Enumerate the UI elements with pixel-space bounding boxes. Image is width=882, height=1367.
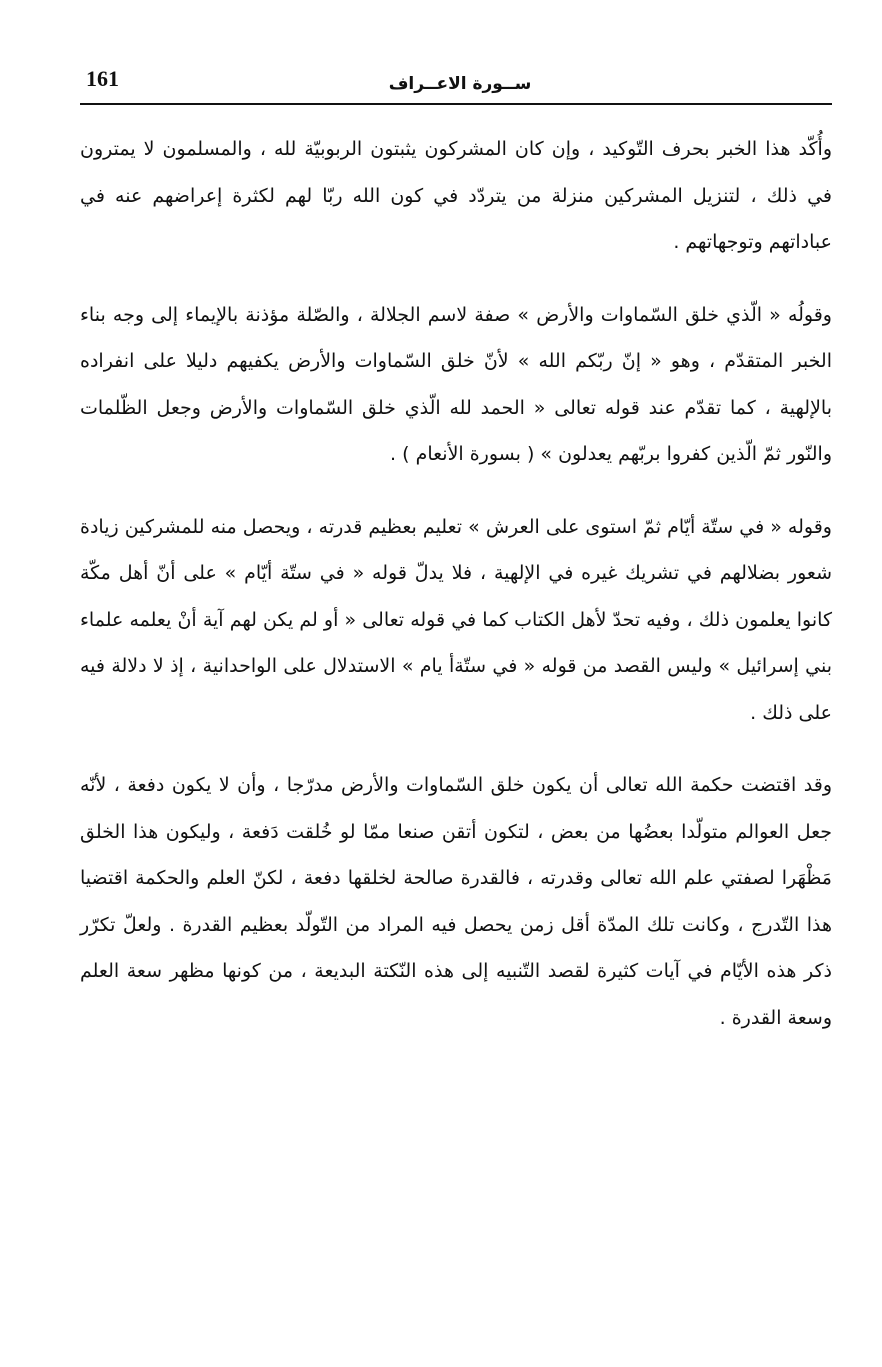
running-title: ســورة الاعــراف xyxy=(388,74,532,94)
page-number: 161 xyxy=(86,66,119,91)
body-text xyxy=(80,126,832,1067)
paragraph: وقد اقتضت حكمة الله تعالى أن يكون خلق السّماوات والأرض مدرّجا ، وأن لا يكون دفعة ، لأنّه جعل العوالم متولّدا بعضُها من بعض ، لتكون أتقن صنعا ممّا لو خُلقت دَفعة ، وليكون هذا الخلق مَظْهَرا لصفتي علم الله تعالى وقدرته ، فالقدرة صالحة لخلقها دفعة ، لكنّ العلم والحكمة اقتضيا هذا التّدرج ، وكانت تلك المدّة أقل زمن يحصل فيه المراد من التّولّد بعظيم القدرة . ولعلّ تكرّر ذكر هذه الأيّام في آيات كثيرة لقصد التّنبيه إلى هذه النّكتة البديعة ، من كونها مظهر سعة العلم وسعة القدرة . xyxy=(80,774,832,1029)
header-rule xyxy=(80,103,832,105)
paragraph: وقوله « في ستّة أيّام ثمّ استوى على العرش » تعليم بعظيم قدرته ، ويحصل منه للمشركين زيادة شعور بضلالهم في تشريك غيره في الإلهية ، فلا يدلّ قوله « في ستّة أيّام » على أنّ أهل مكّة كانوا يعلمون ذلك ، وفيه تحدّ لأهل الكتاب كما في قوله تعالى « أو لم يكن لهم آية أنْ يعلمه علماء بني إسرائيل » وليس القصد من قوله « في ستّةأ يام » الاستدلال على الواحدانية ، إذ لا دلالة فيه على ذلك . xyxy=(80,515,832,724)
paragraph: وأُكّد هذا الخبر بحرف التّوكيد ، وإن كان المشركون يثبتون الربوبيّة لله ، والمسلمون لا يمترون في ذلك ، لتنزيل المشركين منزلة من يتردّد في كون الله ربّا لهم لكثرة إعراضهم عنه في عباداتهم وتوجهاتهم . xyxy=(80,138,832,253)
paragraph: وقولُه « الّذي خلق السّماوات والأرض » صفة لاسم الجلالة ، والصّلة مؤذنة بالإيماء إلى وجه بناء الخبر المتقدّم ، وهو « إنّ ربّكم الله » لأنّ خلق السّماوات والأرض يكفيهم دليلا على انفراده بالإلهية ، كما تقدّم عند قوله تعالى « الحمد لله الّذي خلق السّماوات والأرض وجعل الظّلمات والنّور ثمّ الّذين كفروا بربّهم يعدلون » ( بسورة الأنعام ) . xyxy=(80,303,832,465)
